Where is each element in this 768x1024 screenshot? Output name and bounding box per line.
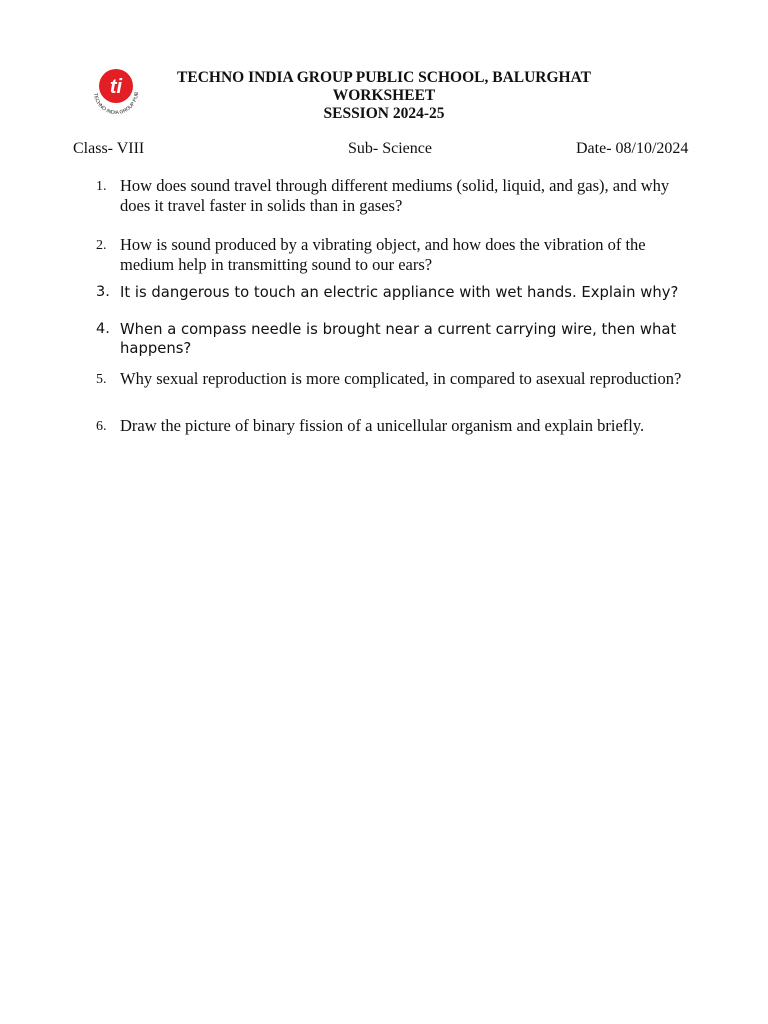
question-number: 1. (96, 179, 107, 194)
school-logo (86, 66, 146, 118)
question-text: Why sexual reproduction is more complicated, in compared to asexual reproduction? (120, 369, 682, 388)
question-number: 3. (96, 284, 110, 300)
logo-ring-text: TECHNO INDIA GROUP PUB (92, 91, 141, 117)
question-text: When a compass needle is brought near a current carrying wire, then what happens? (120, 321, 677, 357)
question-text: How is sound produced by a vibrating object, and how does the vibration of the medium help in transmitting sound to our ears? (120, 235, 646, 274)
question-number: 5. (96, 372, 107, 387)
school-name: TECHNO INDIA GROUP PUBLIC SCHOOL, BALURGHAT (177, 69, 591, 86)
question-number: 4. (96, 321, 110, 337)
school-logo-icon (86, 66, 146, 118)
subject-label: Sub- Science (348, 140, 432, 157)
session-label: SESSION 2024-25 (323, 105, 445, 122)
question-number: 2. (96, 238, 107, 253)
date-label: Date- 08/10/2024 (576, 140, 689, 157)
question-text: It is dangerous to touch an electric appliance with wet hands. Explain why? (120, 284, 679, 301)
question-text: How does sound travel through different mediums (solid, liquid, and gas), and why does it travel faster in solids than in gases? (120, 176, 670, 215)
class-label: Class- VIII (73, 140, 145, 157)
logo-emblem-text: ti (109, 76, 123, 98)
worksheet-header (150, 69, 618, 123)
document-type: WORKSHEET (332, 87, 436, 104)
question-number: 6. (96, 419, 107, 434)
question-text: Draw the picture of binary fission of a unicellular organism and explain briefly. (120, 416, 645, 435)
